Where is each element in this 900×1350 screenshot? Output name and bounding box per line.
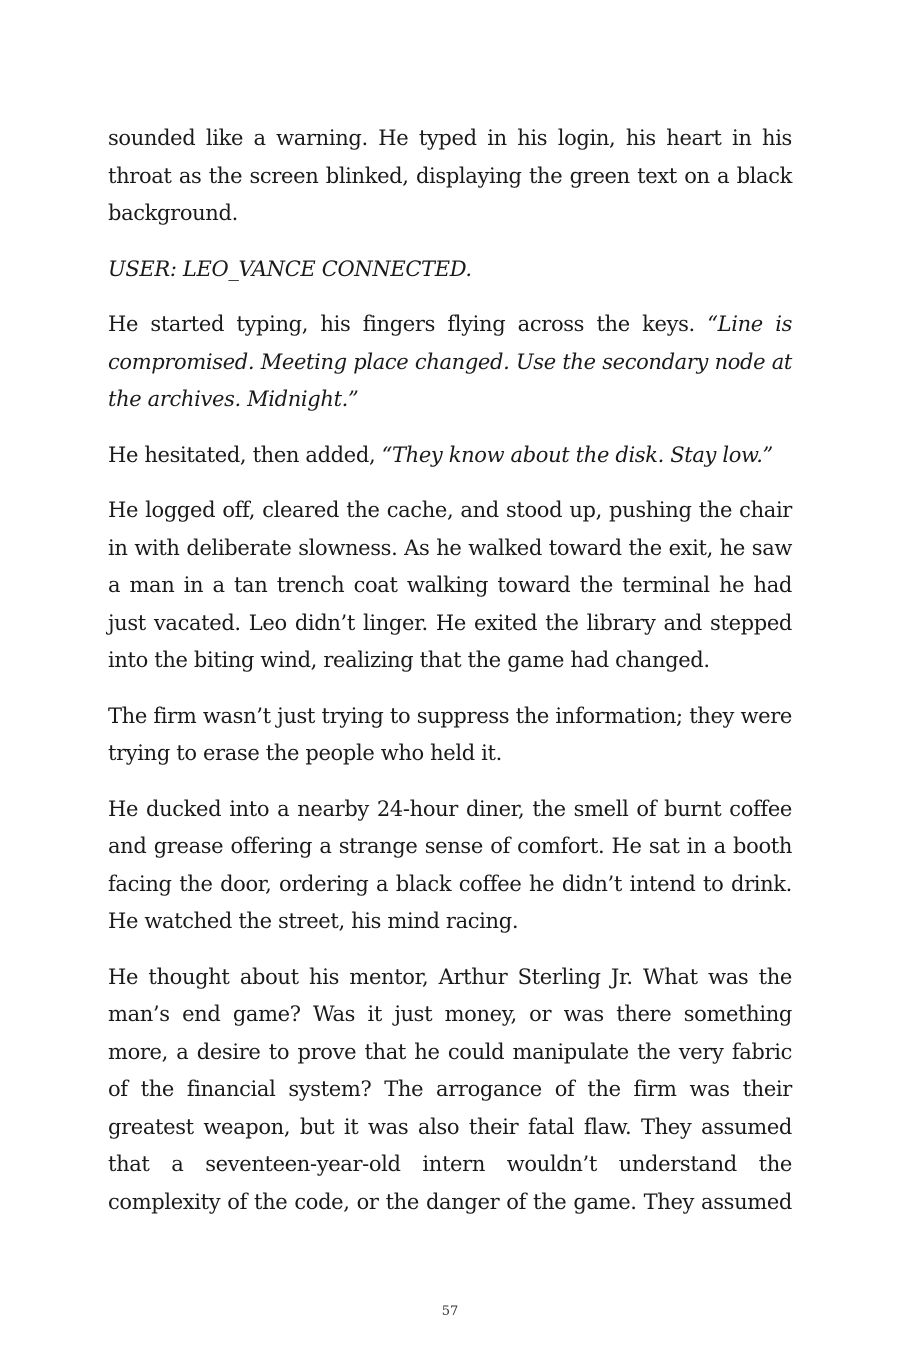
paragraph bbox=[108, 698, 792, 773]
paragraph-text: sounded like a warning. He typed in his login, his heart in his throat as the screen blinked, displaying the green text on a black background. bbox=[108, 126, 792, 225]
paragraph bbox=[108, 306, 792, 419]
paragraph-text: He thought about his mentor, Arthur Sterling Jr. What was the man’s end game? Was it just money, or was there something more, a desire to prove that he could manipulate the very fabric of the financial system? The arrogance of the firm was their greatest weapon, but it was also their fatal flaw. They assumed that a seventeen-year-old intern wouldn’t understand the complexity of the code, or the danger of the game. They assumed bbox=[108, 964, 792, 1214]
paragraph-text: He started typing, his fingers flying across the keys. bbox=[108, 312, 708, 336]
paragraph bbox=[108, 791, 792, 941]
paragraph bbox=[108, 437, 792, 475]
page-number: 57 bbox=[441, 1304, 459, 1319]
paragraph-text: He ducked into a nearby 24-hour diner, the smell of burnt coffee and grease offering a strange sense of comfort. He sat in a booth facing the door, ordering a black coffee he didn’t intend to drink. He watched the street, his mind racing. bbox=[108, 796, 792, 933]
paragraph bbox=[108, 251, 792, 289]
paragraph bbox=[108, 959, 792, 1222]
paragraph bbox=[108, 120, 792, 233]
typed-message-text: “They know about the disk. Stay low.” bbox=[381, 442, 773, 467]
paragraph-text: He logged off, cleared the cache, and stood up, pushing the chair in with deliberate slowness. As he walked toward the exit, he saw a man in a tan trench coat walking toward the terminal he had just vacated. Leo didn’t linger. He exited the library and stepped into the biting wind, realizing that the game had changed. bbox=[108, 498, 792, 672]
paragraph bbox=[108, 492, 792, 680]
terminal-output-text: USER: LEO_VANCE CONNECTED. bbox=[108, 256, 472, 281]
typed-message-text: “Line is compromised. Meeting place changed. Use the secondary node at the archives. Midnight.” bbox=[108, 312, 793, 411]
paragraph-text: He hesitated, then added, bbox=[108, 442, 382, 467]
paragraph-text: The firm wasn’t just trying to suppress the information; they were trying to erase the people who held it. bbox=[108, 703, 792, 765]
body-text bbox=[108, 120, 792, 1239]
